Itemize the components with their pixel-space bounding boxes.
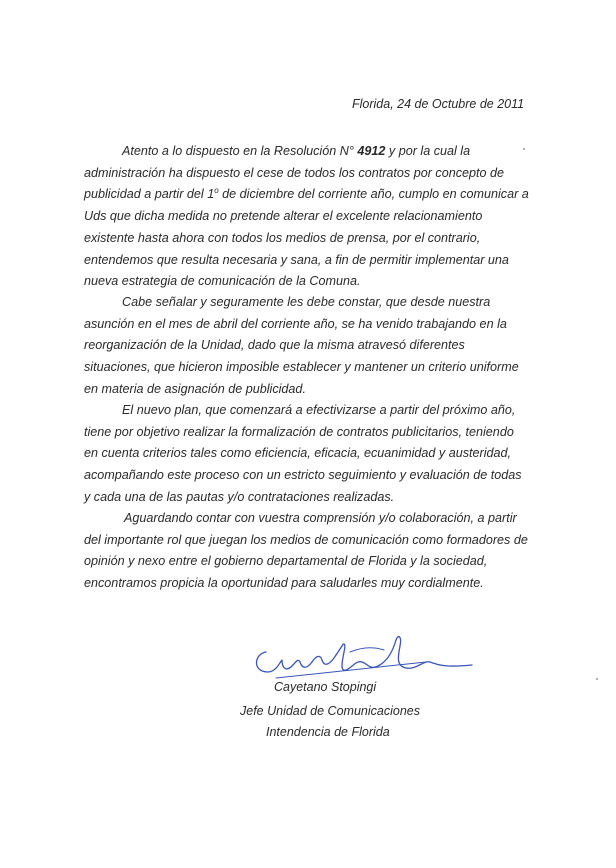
paragraph-4-text: Aguardando contar con vuestra comprensión y/o colaboración, a partir del importante rol que juegan los medios de comunicación como formadores de opinión y nexo entre el gobierno departamental de Florida y la sociedad, encontramos propicia la oportunidad para saludarles muy cordialmente. xyxy=(84,511,528,591)
paragraph-1-part3: de diciembre del corriente año, cumplo en comunicar a Uds que dicha medida no pretende alterar el excelente relacionamiento existente hasta ahora con todos los medios de prensa, por el contrario, entendemos que resulta necesaria y sana, a fin de permitir implementar una nueva estrategia de comunicación de la Comuna. xyxy=(84,187,529,289)
scan-speck xyxy=(596,678,598,680)
paragraph-3-text: El nuevo plan, que comenzará a efectivizarse a partir del próximo año, tiene por objetivo realizar la formalización de contratos publicitarios, teniendo en cuenta criterios tales como eficiencia, eficacia, ecuanimidad y austeridad, acompañando este proceso con un estricto seguimiento y evaluación de todas y cada una de las pautas y/o contrataciones realizadas. xyxy=(84,403,522,504)
ordinal-superscript: o xyxy=(214,186,219,196)
signature-stroke-1 xyxy=(257,637,473,672)
paragraph-1 xyxy=(84,141,530,293)
paragraph-3 xyxy=(84,400,530,509)
resolution-number: 4912 xyxy=(357,144,386,158)
paragraph-2 xyxy=(84,292,530,401)
signatory-name: Cayetano Stopingi xyxy=(274,680,377,694)
signatory-organization: Intendencia de Florida xyxy=(266,725,390,739)
scan-speck xyxy=(523,148,525,150)
paragraph-1-part1: Atento a lo dispuesto en la Resolución N° xyxy=(122,144,354,158)
letter-date: Florida, 24 de Octubre de 2011 xyxy=(352,97,525,111)
paragraph-1-part2: y por la cual la administración ha dispuesto el cese de todos los contratos por concepto de publicidad a partir del 1 xyxy=(84,144,505,202)
paragraph-2-text: Cabe señalar y seguramente les debe constar, que desde nuestra asunción en el mes de abril del corriente año, se ha venido trabajando en la reorganización de la Unidad, dado que la misma atravesó diferentes situaciones, que hicieron imposible establecer y mantener un criterio uniforme en materia de asignación de publicidad. xyxy=(84,295,519,396)
signatory-title: Jefe Unidad de Comunicaciones xyxy=(240,704,420,718)
signature-stroke-2 xyxy=(276,662,426,678)
signature-stroke-3 xyxy=(350,648,384,652)
paragraph-4 xyxy=(84,508,530,595)
